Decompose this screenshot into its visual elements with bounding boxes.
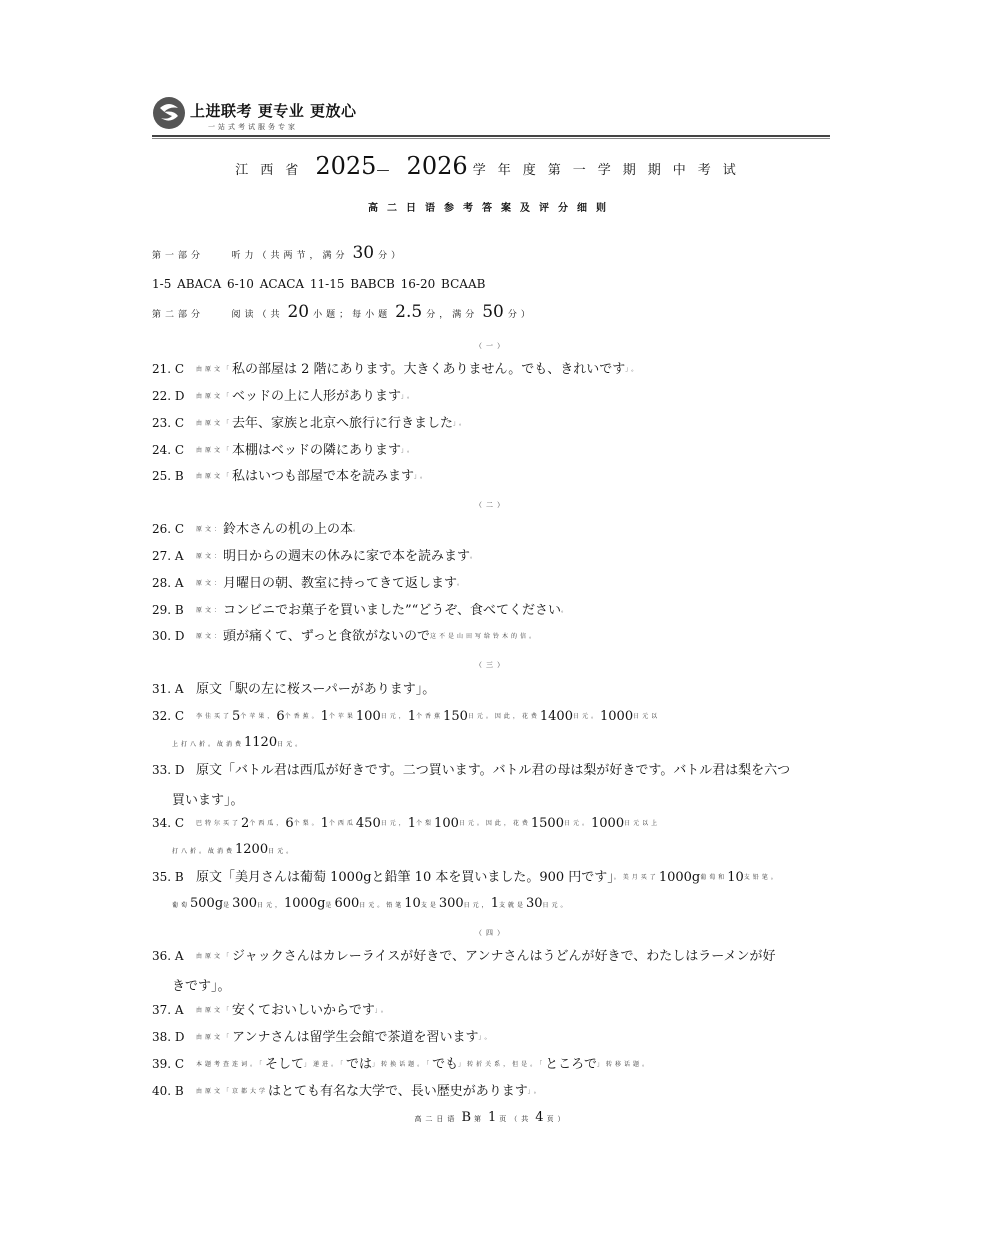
answer-item: 38. D 由原文「アンナさんは留学生会館で茶道を習います」。 <box>152 1030 494 1045</box>
part2-heading: 第二部分 阅读（共 20 小题；每小题 2.5 分，满分 50 分） <box>152 302 534 322</box>
answer-item-32-cont: 上打八折。故消费1120日元。 <box>172 735 305 750</box>
answer-item: 28. A 原文：月曜日の朝、教室に持ってきて返します。 <box>152 576 467 591</box>
page-title: 江西省 2025— 2026 学年度第一学期期中考试 <box>235 152 748 180</box>
group-heading: （三） <box>475 661 508 669</box>
answer-item: 37. A 由原文「安くておいしいからです」。 <box>152 1003 390 1018</box>
group-heading: （二） <box>475 501 508 509</box>
page-subtitle: 高二日语参考答案及评分细则 <box>368 203 615 214</box>
answer-item: 31. A 原文「駅の左に桜スーパーがあります」。 <box>152 682 436 697</box>
header-rule <box>152 135 830 137</box>
answer-item: 26. C 原文：鈴木さんの机の上の本。 <box>152 522 363 537</box>
answer-item: 23. C 由原文「去年、家族と北京へ旅行に行きました」。 <box>152 416 469 431</box>
part1-heading: 第一部分 听力（共两节，满分 30 分） <box>152 243 405 263</box>
answer-item-34: 34. C 巴特尔买了2个西瓜，6个梨。1个西瓜450日元，1个梨100日元。因此，花费1500日元。1000日元以上 <box>152 816 661 831</box>
answer-item-33-cont: 買います」。 <box>172 793 244 808</box>
answer-item: 22. D 由原文「ベッドの上に人形があります」。 <box>152 389 417 404</box>
answer-item-35-cont: 葡萄500g是300日元，1000g是600日元。铅笔10支是300日元，1支就是30日元。 <box>172 896 570 911</box>
group-heading: （一） <box>475 342 508 350</box>
answer-item: 25. B 由原文「私はいつも部屋で本を読みます」。 <box>152 469 430 484</box>
logo-title: 上进联考 更专业 更放心 <box>190 102 357 120</box>
answer-item: 29. B 原文：コンビニでお菓子を買いました”“どうぞ、食べてください。 <box>152 603 571 618</box>
listening-answers: 1-5 ABACA 6-10 ACACA 11-15 BABCB 16-20 BCAAB <box>152 277 486 291</box>
answer-item-36-cont: きです」。 <box>172 979 231 994</box>
answer-item-32: 32. C 李佳买了5个苹果，6个香蕉。1个苹果100日元，1个香蕉150日元。因此，花费1400日元。1000日元以 <box>152 709 661 724</box>
answer-item: 27. A 原文：明日からの週末の休みに家で本を読みます。 <box>152 549 480 564</box>
header-rule-thin <box>152 138 830 139</box>
page-footer: 高二日语 B 第 1 页（共 4 页） <box>414 1110 569 1125</box>
answer-item: 24. C 由原文「本棚はベッドの隣にあります」。 <box>152 443 417 458</box>
answer-item: 40. B 由原文「京都大学はとても有名な大学で、長い歴史があります」。 <box>152 1084 543 1099</box>
answer-item-39: 39. C 本题考查连词。「そして」递进。「では」转换话题。「でも」转折关系，但是。「ところで」转移话题。 <box>152 1057 651 1072</box>
answer-item: 21. C 由原文「私の部屋は 2 階にあります。大きくありません。でも、きれいです」。 <box>152 362 641 377</box>
answer-item-35: 35. B 原文「美月さんは葡萄 1000gと鉛筆 10 本を買いました。900 円です」。美月买了1000g葡萄和10支铅笔。 <box>152 870 780 885</box>
logo-icon <box>152 96 186 130</box>
answer-item: 33. D 原文「バトル君は西瓜が好きです。二つ買います。バトル君の母は梨が好きです。バトル君は梨を六つ <box>152 763 791 778</box>
group-heading: （四） <box>475 929 508 937</box>
answer-item: 36. A 由原文「ジャックさんはカレーライスが好きで、アンナさんはうどんが好きで、わたしはラーメンが好 <box>152 949 776 964</box>
answer-item-34-cont: 打八折。故消费1200日元。 <box>172 842 296 857</box>
logo-subtitle: 一站式考试服务专家 <box>208 123 298 131</box>
answer-item: 30. D 原文：頭が痛くて、ずっと食欲がないので这不是山田写给铃木的信。 <box>152 629 538 644</box>
